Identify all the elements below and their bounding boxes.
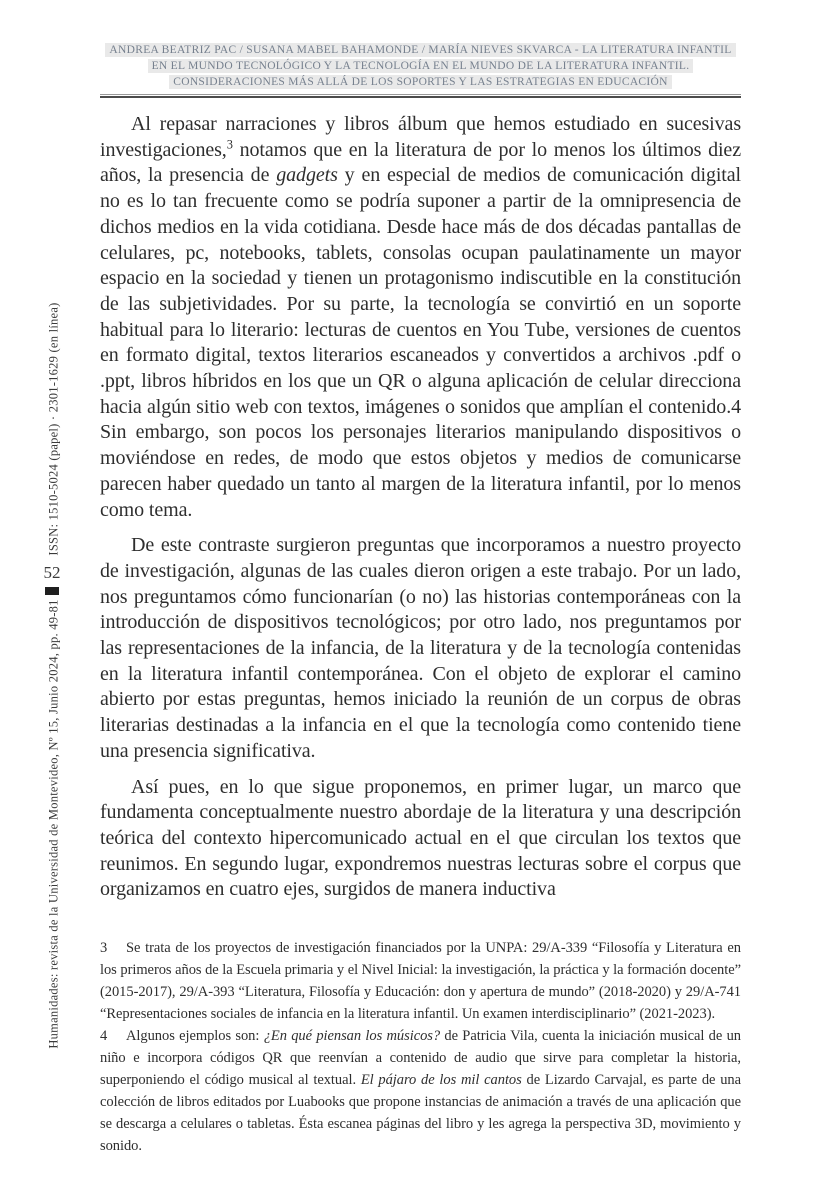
footnotes-section xyxy=(100,937,741,1157)
running-header-line-1: ANDREA BEATRIZ PAC / SUSANA MABEL BAHAMONDE / MARÍA NIEVES SKVARCA - LA LITERATURA INFANTIL xyxy=(105,43,735,57)
running-header-line-3: CONSIDERACIONES MÁS ALLÁ DE LOS SOPORTES Y LAS ESTRATEGIAS EN EDUCACIÓN xyxy=(169,75,671,89)
running-header xyxy=(100,42,741,90)
running-header-line xyxy=(100,74,741,90)
article-body xyxy=(100,112,741,903)
footnote xyxy=(100,1025,741,1157)
footnote-text: Se trata de los proyectos de investigación financiados por la UNPA: 29/A-339 “Filosofía y Literatura en los primeros años de la Escuela primaria y el Nivel Inicial: la investigación, la práctica y la formación docente” (2015-2017), 29/A-393 “Literatura, Filosofía y Educación: don y apertura de mundo” (2018-2020) y 29/A-741 “Representaciones sociales de infancia en la literatura infantil. Un examen interdisciplinario” (2021-2023). xyxy=(100,940,741,1023)
running-header-line xyxy=(100,42,741,58)
issn-vertical-label: ISSN: 1510-5024 (papel) · 2301-1629 (en línea) xyxy=(46,302,61,556)
paragraph: Así pues, en lo que sigue proponemos, en primer lugar, un marco que fundamenta conceptualmente nuestro abordaje de la literatura y una descripción teórica del contexto hipercomunicado actual en el que circulan los textos que reunimos. En segundo lugar, expondremos nuestras lecturas sobre el corpus que organizamos en cuatro ejes, surgidos de manera inductiva xyxy=(100,775,741,901)
footnote xyxy=(100,937,741,1025)
header-rule-light-line xyxy=(100,94,741,95)
footnote-text: Algunos ejemplos son: ¿En qué piensan los músicos? de Patricia Vila, cuenta la iniciación musical de un niño e incorpora códigos QR que reenvían a contenido de audio que sirve para completar la historia, superponiendo el código musical al textual. El pájaro de los mil cantos de Lizardo Carvajal, es parte de una colección de libros editados por Luabooks que propone instancias de animación a través de una aplicación que se descarga a celulares o tabletas. Ésta escanea páginas del libro y les agrega la perspectiva 3D, movimiento y sonido. xyxy=(100,1028,741,1155)
footnote-number: 4 xyxy=(100,1028,108,1045)
paragraph: De este contraste surgieron preguntas que incorporamos a nuestro proyecto de investigación, algunas de las cuales dieron origen a este trabajo. Por un lado, nos preguntamos cómo funcionarían (o no) las historias contemporáneas con la introducción de dispositivos tecnológicos; por otro lado, nos preguntamos por las representaciones de la infancia, de la literatura y de la tecnología contenidas en la literatura infantil contemporánea. Con el objeto de explorar el camino abierto por estas preguntas, hemos iniciado la reunión de un corpus de obras literarias destinadas a la infancia en el que la tecnología como contenido tiene una presencia significativa. xyxy=(100,534,741,762)
footnote-number: 3 xyxy=(100,940,108,957)
running-header-line-2: EN EL MUNDO TECNOLÓGICO Y LA TECNOLOGÍA EN EL MUNDO DE LA LITERATURA INFANTIL. xyxy=(148,59,694,73)
header-rule xyxy=(100,94,741,98)
page-number-marker xyxy=(45,587,59,595)
journal-vertical-label: Humanidades: revista de la Universidad de Montevideo, Nº 15, Junio 2024, pp. 49-81 xyxy=(46,599,61,1049)
running-header-line xyxy=(100,58,741,74)
main-column xyxy=(100,42,741,1157)
page-number: 52 xyxy=(43,563,61,582)
header-rule-dark-line xyxy=(100,96,741,98)
paragraph: Al repasar narraciones y libros álbum que hemos estudiado en sucesivas investigaciones,$^3$ notamos que en la literatura de por lo menos los últimos diez años, la presencia de gadgets y en especial de medios de comunicación digital no es lo tan frecuente como se podría suponer a partir de la omnipresencia de dichos medios en la vida cotidiana. Desde hace más de dos décadas pantallas de celulares, pc, notebooks, tablets, consolas ocupan paulatinamente un mayor espacio en la sociedad y tienen un protagonismo indiscutible en la constitución de las subjetividades. Por su parte, la tecnología se convirtió en un soporte habitual para lo literario: lecturas de cuentos en You Tube, versiones de cuentos en formato digital, textos literarios escaneados y convertidos a archivos .pdf o .ppt, libros híbridos en los que un QR o alguna aplicación de celular direcciona hacia algún sitio web con textos, imágenes o sonidos que amplían el contenido.4 Sin embargo, son pocos los personajes literarios manipulando dispositivos o moviéndose en redes, de modo que estos objetos y medios de comunicarse parecen haber quedado un tanto al margen de la literatura infantil, por lo menos como tema. xyxy=(100,113,741,521)
